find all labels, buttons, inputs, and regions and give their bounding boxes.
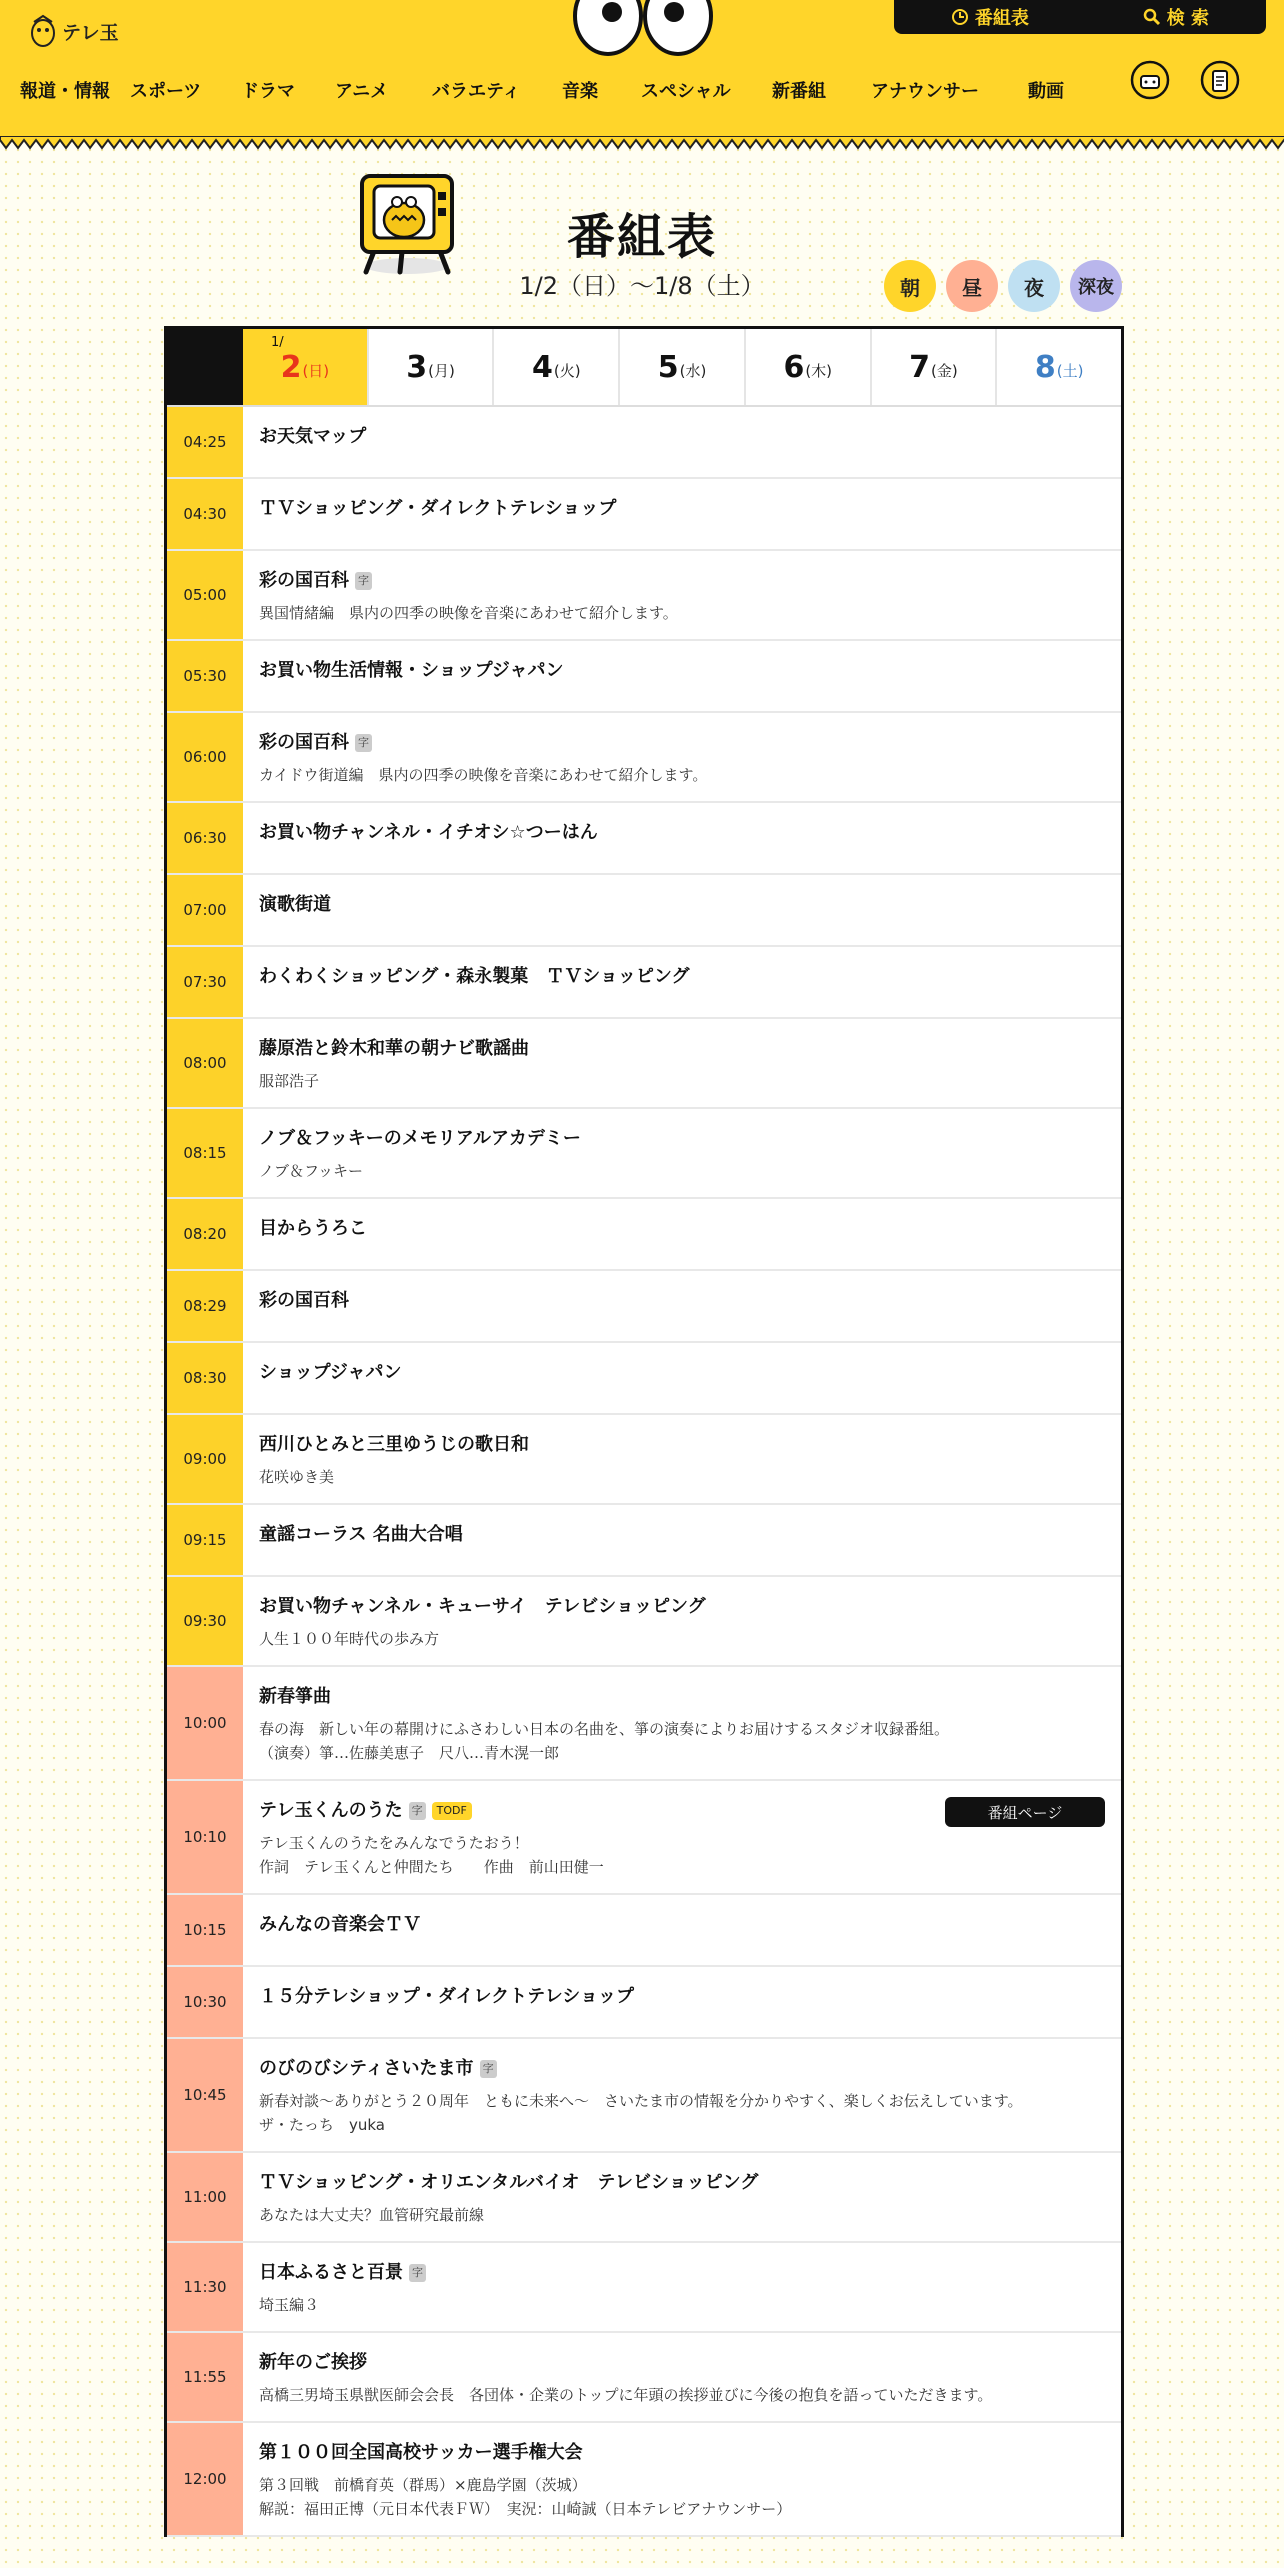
program-info	[243, 407, 1121, 477]
program-row[interactable]	[167, 641, 1121, 713]
program-description: 埼玉編３	[259, 2296, 320, 2314]
program-description: 異国情緒編 県内の四季の映像を音楽にあわせて紹介します。	[259, 604, 678, 622]
program-title[interactable]: 演歌街道	[259, 894, 331, 915]
program-info	[243, 2423, 1121, 2535]
site-header	[0, 0, 1284, 140]
program-row[interactable]	[167, 2039, 1121, 2153]
day-tab-weekday: (木)	[805, 361, 833, 380]
program-title-line	[259, 1913, 1105, 1937]
program-row[interactable]	[167, 2333, 1121, 2423]
program-row[interactable]	[167, 407, 1121, 479]
time-band-filters	[884, 260, 1122, 312]
program-title-line	[259, 569, 1105, 593]
program-row[interactable]	[167, 1019, 1121, 1109]
program-row[interactable]	[167, 1343, 1121, 1415]
program-row[interactable]	[167, 1967, 1121, 2039]
program-title-line	[259, 2057, 1105, 2081]
schedule-link[interactable]	[951, 4, 1029, 30]
program-start-time: 11:30	[167, 2243, 243, 2331]
program-row[interactable]	[167, 2423, 1121, 2537]
program-title-line	[259, 1685, 1105, 1709]
program-description: テレ玉くんのうたをみんなでうたおう！	[259, 1834, 529, 1852]
program-title-line	[259, 893, 1105, 917]
program-title-line	[259, 2261, 1105, 2285]
program-start-time: 10:30	[167, 1967, 243, 2037]
program-info	[243, 1781, 1121, 1893]
program-title-line	[259, 1127, 1105, 1151]
program-start-time: 07:30	[167, 947, 243, 1017]
program-title[interactable]: 藤原浩と鈴木和華の朝ナビ歌謡曲	[259, 1038, 529, 1059]
program-info	[243, 875, 1121, 945]
program-description: 高橋三男埼玉県獣医師会会長 各団体・企業のトップに年頭の挨拶並びに今後の抱負を語っていただきます。	[259, 2386, 993, 2404]
program-row[interactable]	[167, 947, 1121, 1019]
program-title-line	[259, 731, 1105, 755]
program-info	[243, 1667, 1121, 1779]
program-info	[243, 947, 1121, 1017]
program-title-line	[259, 2171, 1105, 2195]
program-description: （演奏）箏…佐藤美恵子 尺八…青木滉一郎	[259, 1744, 560, 1762]
program-row[interactable]	[167, 2153, 1121, 2243]
program-description: 第３回戦 前橋育英（群馬）×鹿島学園（茨城）	[259, 2476, 587, 2494]
date-range: 1/2（日）〜1/8（土）	[519, 272, 765, 300]
subtitle-badge: 字	[409, 1802, 426, 1820]
program-start-time: 05:00	[167, 551, 243, 639]
day-tab-date: 6	[783, 349, 805, 385]
program-title[interactable]: 彩の国百科	[259, 570, 349, 591]
program-title[interactable]: みんなの音楽会ＴＶ	[259, 1914, 421, 1935]
day-tab-6[interactable]	[995, 329, 1121, 405]
program-title[interactable]: お買い物チャンネル・イチオシ☆つーはん	[259, 822, 598, 843]
program-title-line	[259, 1595, 1105, 1619]
search-icon	[1143, 8, 1161, 26]
day-tab-date: 8	[1034, 349, 1056, 385]
program-row[interactable]	[167, 551, 1121, 641]
nav-item-video[interactable]: 動画	[1028, 81, 1064, 102]
day-tab-weekday: (金)	[931, 361, 958, 380]
program-info	[243, 1505, 1121, 1575]
program-row[interactable]	[167, 875, 1121, 947]
program-description: あなたは大丈夫？血管研究最前線	[259, 2206, 485, 2224]
program-start-time: 08:29	[167, 1271, 243, 1341]
program-title[interactable]: ショップジャパン	[259, 1362, 402, 1383]
program-info	[243, 1019, 1121, 1107]
program-title[interactable]: わくわくショッピング・森永製菓 ＴＶショッピング	[259, 966, 690, 987]
program-info	[243, 2153, 1121, 2241]
nav-item-music[interactable]: 音楽	[562, 81, 598, 102]
program-description: 人生１００年時代の歩み方	[259, 1630, 440, 1648]
program-description: 新春対談～ありがとう２０周年 ともに未来へ～ さいたま市の情報を分かりやすく、楽しくお伝えしています。	[259, 2092, 1023, 2110]
program-title[interactable]: 第１００回全国高校サッカー選手権大会	[259, 2442, 583, 2463]
teletama-shop-icon[interactable]	[1130, 60, 1170, 100]
day-tab-4[interactable]	[744, 329, 870, 405]
program-info	[243, 1577, 1121, 1665]
program-title[interactable]: 新年のご挨拶	[259, 2352, 367, 2373]
clock-icon	[951, 8, 969, 26]
subtitle-badge: 字	[480, 2060, 497, 2078]
nav-item-anime[interactable]: アニメ	[335, 81, 389, 102]
program-info	[243, 641, 1121, 711]
program-title[interactable]: ＴＶショッピング・ダイレクトテレショップ	[259, 498, 617, 519]
program-start-time: 07:00	[167, 875, 243, 945]
day-tab-month: 1/	[271, 335, 284, 350]
nav-item-new-programs[interactable]: 新番組	[772, 81, 826, 102]
program-row[interactable]	[167, 713, 1121, 803]
subtitle-badge: 字	[409, 2264, 426, 2282]
program-info	[243, 1415, 1121, 1503]
program-title[interactable]: のびのびシティさいたま市	[259, 2058, 474, 2079]
program-info	[243, 1271, 1121, 1341]
program-title[interactable]: 目からうろこ	[259, 1218, 367, 1239]
program-title[interactable]: 童謡コーラス 名曲大合唱	[259, 1524, 463, 1545]
main-nav	[20, 70, 1088, 110]
program-title-line	[259, 1523, 1105, 1547]
program-start-time: 10:45	[167, 2039, 243, 2151]
program-schedule	[164, 326, 1124, 2537]
program-start-time: 08:15	[167, 1109, 243, 1197]
program-title-line	[259, 1289, 1105, 1313]
program-start-time: 12:00	[167, 2423, 243, 2535]
program-title[interactable]: お天気マップ	[259, 426, 367, 447]
program-start-time: 05:30	[167, 641, 243, 711]
program-title[interactable]: テレ玉くんのうた	[259, 1800, 403, 1821]
program-title-line	[259, 821, 1105, 845]
program-row[interactable]	[167, 1667, 1121, 1781]
program-info	[243, 1343, 1121, 1413]
program-title-line	[259, 2441, 1105, 2465]
nav-item-drama[interactable]: ドラマ	[241, 81, 295, 102]
program-info	[243, 2333, 1121, 2421]
program-start-time: 04:30	[167, 479, 243, 549]
day-tabs-corner	[167, 329, 243, 405]
page-title: 番組表	[566, 209, 717, 265]
program-description: ザ・たっち yuka	[259, 2116, 385, 2134]
program-description: 服部浩子	[259, 1072, 320, 1090]
program-description: 花咲ゆき美	[259, 1468, 335, 1486]
program-row[interactable]	[167, 1199, 1121, 1271]
program-description: ノブ＆フッキー	[259, 1162, 363, 1180]
program-start-time: 09:00	[167, 1415, 243, 1503]
program-description: 作詞 テレ玉くんと仲間たち 作曲 前山田健一	[259, 1858, 604, 1876]
program-title[interactable]: 彩の国百科	[259, 1290, 349, 1311]
logo-text: テレ玉	[62, 21, 119, 44]
program-title-line	[259, 1037, 1105, 1061]
program-info	[243, 713, 1121, 801]
program-start-time: 04:25	[167, 407, 243, 477]
program-start-time: 09:15	[167, 1505, 243, 1575]
teletama-bata-icon[interactable]	[1200, 60, 1240, 100]
day-tab-weekday: (土)	[1056, 361, 1084, 380]
program-description: 春の海 新しい年の幕開けにふさわしい日本の名曲を、箏の演奏によりお届けするスタジオ収録番組。	[259, 1720, 950, 1738]
program-title[interactable]: ＴＶショッピング・オリエンタルバイオ テレビショッピング	[259, 2172, 759, 2193]
day-tab-date: 2	[280, 349, 302, 385]
program-row[interactable]	[167, 1895, 1121, 1967]
program-title-line	[259, 1433, 1105, 1457]
program-title[interactable]: 彩の国百科	[259, 732, 349, 753]
program-row[interactable]	[167, 1109, 1121, 1199]
nav-item-variety[interactable]: バラエティ	[432, 81, 521, 102]
program-row[interactable]	[167, 1505, 1121, 1577]
program-info	[243, 551, 1121, 639]
day-tabs	[167, 329, 1121, 407]
program-description: 解説：福田正博（元日本代表ＦＷ） 実況：山崎誠（日本テレビアナウンサー）	[259, 2500, 792, 2518]
mascot-eyes-icon	[568, 0, 718, 60]
nav-item-news[interactable]: 報道・情報	[20, 81, 110, 102]
program-title-line	[259, 1361, 1105, 1385]
day-tab-date: 5	[657, 349, 679, 385]
day-tab-1[interactable]	[367, 329, 493, 405]
program-info	[243, 2039, 1121, 2151]
program-title-line	[259, 1985, 1105, 2009]
program-row[interactable]	[167, 2243, 1121, 2333]
schedule-link-label: 番組表	[974, 8, 1029, 29]
top-utility-bar	[894, 0, 1266, 34]
program-info	[243, 803, 1121, 873]
nav-item-special[interactable]: スペシャル	[641, 81, 731, 102]
program-title-line	[259, 659, 1105, 683]
header-zigzag-edge	[0, 136, 1284, 150]
program-title-line	[259, 497, 1105, 521]
day-tab-date: 3	[406, 349, 428, 385]
program-start-time: 08:30	[167, 1343, 243, 1413]
day-tab-3[interactable]	[618, 329, 744, 405]
day-tab-weekday: (水)	[679, 361, 707, 380]
program-list	[167, 407, 1121, 2537]
program-title[interactable]: 西川ひとみと三里ゆうじの歌日和	[259, 1434, 529, 1455]
program-title[interactable]: 新春箏曲	[259, 1686, 331, 1707]
program-title-line	[259, 425, 1105, 449]
program-description: カイドウ街道編 県内の四季の映像を音楽にあわせて紹介します。	[259, 766, 708, 784]
todf-badge: TODF	[432, 1802, 472, 1820]
program-page-button[interactable]: 番組ページ	[945, 1797, 1105, 1827]
program-row[interactable]	[167, 1577, 1121, 1667]
program-row[interactable]	[167, 1415, 1121, 1505]
day-tab-date: 7	[909, 349, 931, 385]
search-link-label: 検 索	[1166, 8, 1210, 29]
program-row[interactable]	[167, 803, 1121, 875]
program-start-time: 10:15	[167, 1895, 243, 1965]
subtitle-badge: 字	[355, 734, 372, 752]
program-title-line	[259, 965, 1105, 989]
program-info	[243, 1199, 1121, 1269]
program-title[interactable]: １５分テレショップ・ダイレクトテレショップ	[259, 1986, 634, 2007]
program-row[interactable]	[167, 1781, 1121, 1895]
program-info	[243, 479, 1121, 549]
program-start-time: 08:20	[167, 1199, 243, 1269]
program-start-time: 11:00	[167, 2153, 243, 2241]
program-title[interactable]: ノブ＆フッキーのメモリアルアカデミー	[259, 1128, 581, 1149]
program-info	[243, 1967, 1121, 2037]
time-filter-late-night[interactable]: 深夜	[1070, 260, 1122, 312]
program-start-time: 10:10	[167, 1781, 243, 1893]
nav-item-announcers[interactable]: アナウンサー	[871, 81, 979, 102]
day-tab-5[interactable]	[870, 329, 996, 405]
tv-mascot-illustration	[352, 168, 462, 278]
search-link[interactable]	[1143, 4, 1209, 30]
program-start-time: 08:00	[167, 1019, 243, 1107]
program-start-time: 06:30	[167, 803, 243, 873]
program-start-time: 10:00	[167, 1667, 243, 1779]
program-info	[243, 1895, 1121, 1965]
time-filter-morning[interactable]: 朝	[884, 260, 936, 312]
program-title[interactable]: お買い物チャンネル・キューサイ テレビショッピング	[259, 1596, 706, 1617]
program-info	[243, 2243, 1121, 2331]
day-tab-weekday: (月)	[428, 361, 455, 380]
program-start-time: 11:55	[167, 2333, 243, 2421]
program-row[interactable]	[167, 1271, 1121, 1343]
program-title[interactable]: 日本ふるさと百景	[259, 2262, 403, 2283]
program-row[interactable]	[167, 479, 1121, 551]
subtitle-badge: 字	[355, 572, 372, 590]
nav-icon-links	[1130, 60, 1240, 100]
day-tab-2[interactable]	[492, 329, 618, 405]
teletama-mascot-icon	[30, 14, 56, 48]
site-logo[interactable]	[30, 14, 119, 48]
day-tab-weekday: (火)	[553, 361, 581, 380]
time-filter-noon[interactable]: 昼	[946, 260, 998, 312]
program-start-time: 09:30	[167, 1577, 243, 1665]
day-tab-0[interactable]	[243, 329, 367, 405]
time-filter-evening[interactable]: 夜	[1008, 260, 1060, 312]
day-tab-date: 4	[532, 349, 553, 385]
program-title-line	[259, 1217, 1105, 1241]
program-info	[243, 1109, 1121, 1197]
program-start-time: 06:00	[167, 713, 243, 801]
nav-item-sports[interactable]: スポーツ	[130, 81, 202, 102]
day-tab-weekday: (日)	[302, 361, 330, 380]
program-title[interactable]: お買い物生活情報・ショップジャパン	[259, 660, 564, 681]
program-title-line	[259, 2351, 1105, 2375]
